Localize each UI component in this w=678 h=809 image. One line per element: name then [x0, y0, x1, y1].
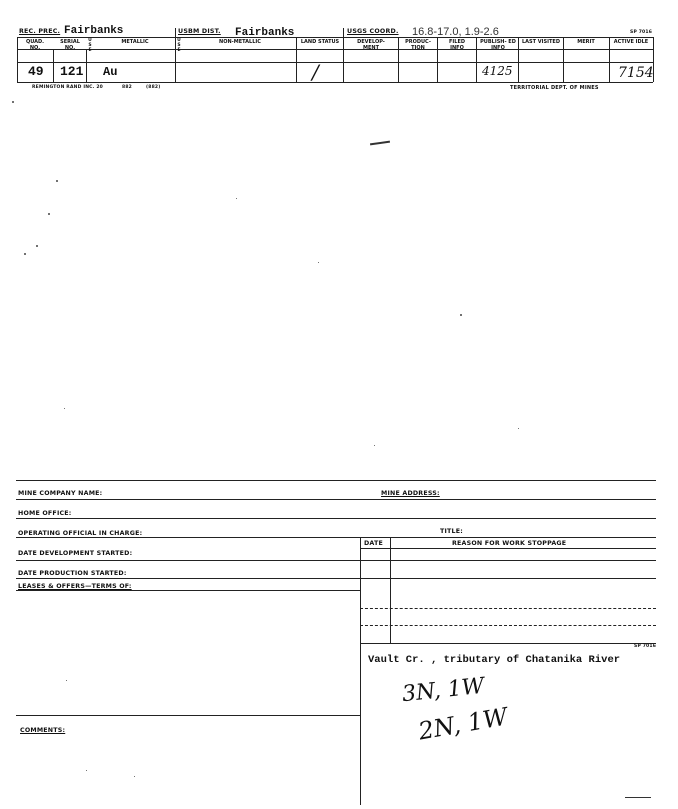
footer-code2: (882)	[146, 85, 161, 90]
col-quad-no: QUAD. NO.	[25, 39, 45, 51]
footer-right: TERRITORIAL DEPT. OF MINES	[510, 85, 599, 91]
home-office-label: HOME OFFICE:	[18, 510, 72, 517]
usgs-coord-label: USGS COORD.	[347, 28, 399, 35]
usbm-dist-label: USBM DIST.	[178, 28, 221, 35]
title-label: TITLE:	[440, 528, 463, 535]
col-filed-info: FILED INFO	[448, 39, 466, 51]
record-quad: 49	[28, 64, 44, 79]
rec-prec-value: Fairbanks	[64, 25, 124, 37]
footer-code1: 882	[122, 85, 132, 90]
rec-prec-label: REC. PREC.	[19, 28, 61, 35]
handwritten-township-1: 3N, 1W	[400, 673, 486, 708]
lower-form-number: SP 7016	[634, 644, 657, 649]
location-note: Vault Cr. , tributary of Chatanika River	[368, 654, 621, 666]
usbm-dist-value: Fairbanks	[235, 27, 295, 39]
col-published-info: PUBLISH- ED INFO	[480, 39, 516, 51]
col-use-nonmetallic: U S E	[177, 38, 181, 53]
col-last-visited: LAST VISITED	[522, 39, 560, 45]
record-published: 4125	[482, 64, 513, 78]
date-column-header: DATE	[364, 540, 384, 547]
record-land-status: /	[312, 60, 319, 84]
operating-official-label: OPERATING OFFICIAL IN CHARGE:	[18, 530, 143, 537]
date-prod-started-label: DATE PRODUCTION STARTED:	[18, 570, 127, 577]
leases-offers-label: LEASES & OFFERS—TERMS OF:	[18, 583, 132, 590]
footer-left: REMINGTON RAND INC. 20	[32, 85, 103, 90]
mine-address-label: MINE ADDRESS:	[381, 490, 440, 497]
reason-column-header: REASON FOR WORK STOPPAGE	[452, 540, 567, 547]
record-active-idle: 7154	[618, 65, 654, 81]
mine-company-name-label: MINE COMPANY NAME:	[18, 490, 103, 497]
record-metallic: Au	[103, 65, 118, 79]
col-merit: MERIT	[577, 39, 595, 45]
handwritten-township-2: 2N, 1W	[416, 702, 510, 746]
comments-label: COMMENTS:	[20, 727, 66, 734]
usgs-coord-value: 16.8-17.0, 1.9-2.6	[412, 26, 499, 38]
record-serial: 121	[60, 64, 84, 79]
col-metallic: METALLIC	[121, 39, 149, 45]
col-production: PRODUC- TION	[405, 39, 431, 51]
col-use-metallic: U S E	[88, 38, 92, 53]
form-number: SP 7016	[630, 30, 653, 35]
col-development: DEVELOP- MENT	[357, 39, 385, 51]
col-serial-no: SERIAL NO.	[60, 39, 80, 51]
date-dev-started-label: DATE DEVELOPMENT STARTED:	[18, 550, 133, 557]
col-land-status: LAND STATUS	[300, 39, 340, 45]
col-nonmetallic: NON-METALLIC	[219, 39, 261, 45]
col-active-idle: ACTIVE IDLE	[613, 39, 649, 45]
